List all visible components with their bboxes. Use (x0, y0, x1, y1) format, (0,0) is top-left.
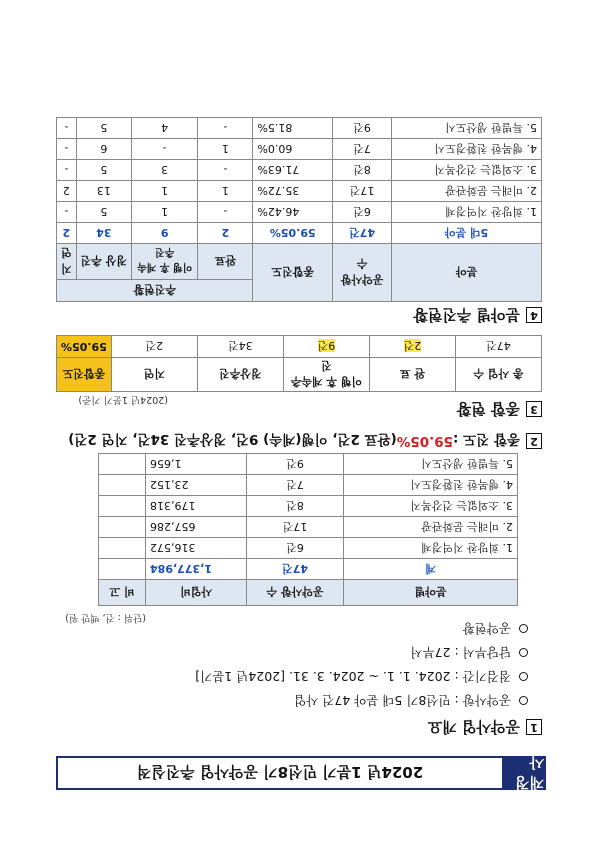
section1-title: 공약사업 개요 (427, 718, 520, 736)
section4-heading: 4 분야별 추진현황 (413, 305, 542, 326)
circle-bullet-icon (519, 649, 528, 658)
circle-bullet-icon (519, 673, 528, 682)
col-budget: 사업비 (146, 580, 247, 606)
bullet-period: 점검기간 : 2024. 1. 1. ~ 2024. 3. 31. [2024년 1분기] (195, 668, 528, 686)
pledge-table (98, 453, 518, 606)
table-row: 1. 희망찬 지역경제 6건 46.42% - 1 5 - (57, 202, 542, 223)
col-field: 분야별 (344, 580, 518, 606)
bullet-status: 공약현황 (463, 620, 528, 638)
circle-bullet-icon (519, 697, 528, 706)
bullet-departments: 담당부서 : 27부서 (410, 644, 528, 662)
section2-summary: 2 종합 진도 : 59.05% (완료 2건 , 이행(계속) 9건, 정상추진 34건, 지연 2건) (68, 431, 542, 451)
unit-note: (단위 : 건, 백만 원) (65, 612, 146, 623)
section4-number: 4 (526, 308, 542, 324)
overall-progress: 59.05% (396, 433, 454, 449)
section2-number: 2 (526, 433, 542, 449)
table-row: 4. 행복한 친환경도시 7건 60.0% 1 - 6 - (57, 139, 542, 160)
summary-table: 총 사업 수 완 료 이행 후 계속추진 정상추진 지연 종합진도 47건 2건 9건 34건 2건 59.05% (56, 335, 542, 392)
table-row: 1. 희망찬 지역경제 6건 316,572 (99, 538, 518, 559)
table-row: 2. 미래는 문화관광 17건 35.72% 1 1 13 2 (57, 181, 542, 202)
table-row: 5. 특별한 생산도시 9건 81.5% - 4 5 - (57, 118, 542, 139)
col-note: 비 고 (99, 580, 146, 606)
section3-heading: 3 종합 현황 (457, 399, 542, 420)
basis-note: (2024년 1분기 기준) (78, 394, 168, 405)
header-badge: 재정사 (502, 758, 544, 788)
field-status-table: 분야 공약사항 수 종합진도 추진현황 완료 이행 후 계속추진 정상 추진 지연 5대 분야 47건 59.05% 2 9 34 2 1. 희망찬 지역경제 6건 46.42% - 1 5 - 2. 미래는 문화관광 17건 35.72% 1 1 13 2 3. 소외없는 건강복지 8건 71.63% - 3 5 - 4. 행복한 친환경도시 7건 60.0% 1 - 6 - 5. 특별한 생산도시 9건 81.5% - 4 5 - (56, 117, 542, 302)
table-row: 5. 특별한 생산도시 9건 1,656 (99, 454, 518, 475)
table-row-total: 계 47건 1,377,984 (99, 559, 518, 580)
table-row: 4. 행복한 친환경도시 7건 23,152 (99, 475, 518, 496)
table-row: 3. 소외없는 건강복지 8건 179,318 (99, 496, 518, 517)
col-count: 공약사항 수 (247, 580, 344, 606)
table-row: 2. 미래는 문화관광 17건 657,286 (99, 517, 518, 538)
header-title: 2024년 1분기 민선8기 공약사업 추진실적 (136, 763, 424, 782)
table-row: 3. 소외없는 건강복지 8건 71.63% - 3 5 - (57, 160, 542, 181)
section1-number: 1 (526, 720, 542, 736)
report-header (56, 753, 546, 792)
table-row-total: 5대 분야 47건 59.05% 2 9 34 2 (57, 223, 542, 244)
bullet-pledges: 공약사항 : 민선8기 5대 분야 47건 사업 (294, 692, 528, 710)
section3-number: 3 (526, 402, 542, 418)
circle-bullet-icon (519, 625, 528, 634)
section1-heading (428, 717, 542, 738)
